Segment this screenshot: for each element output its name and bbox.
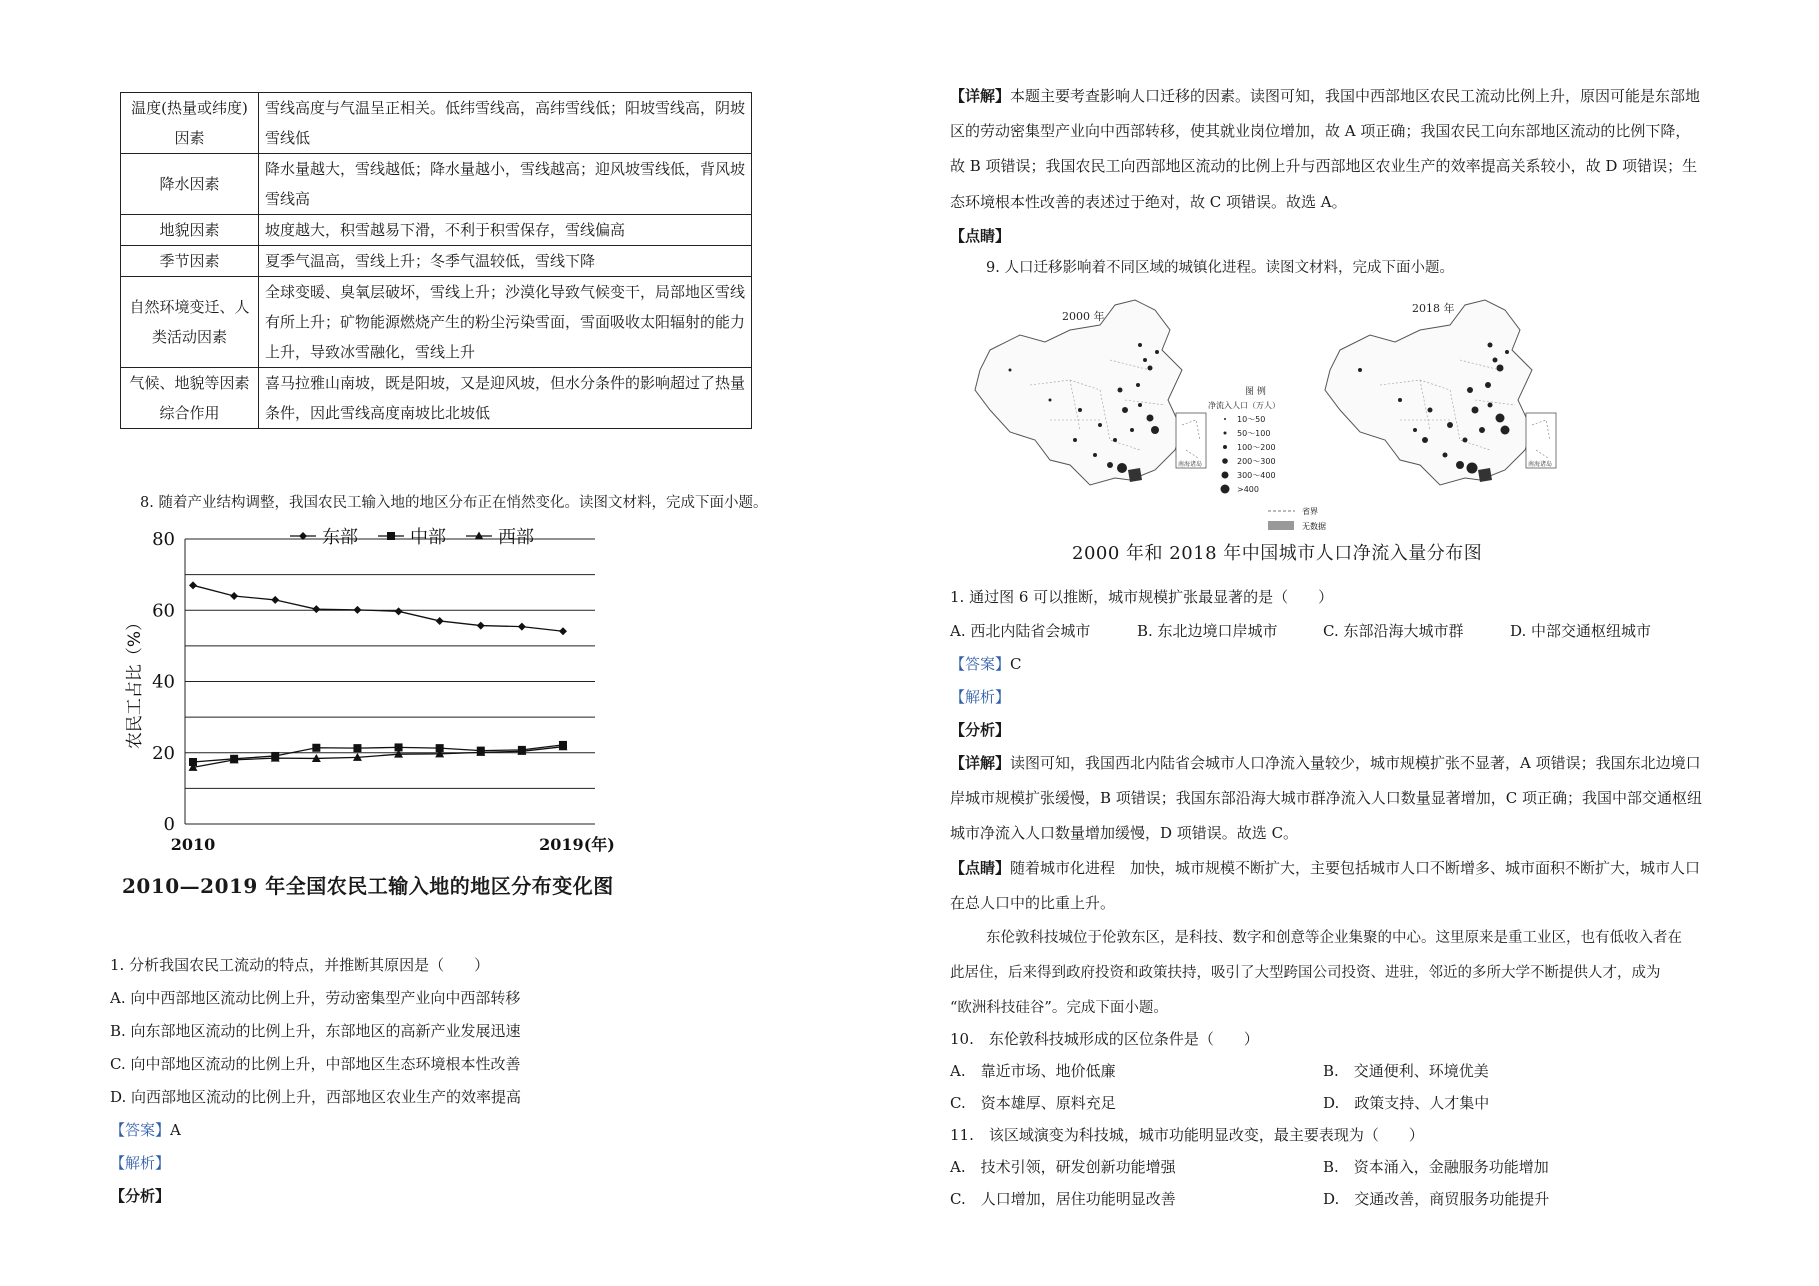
q11-option-d: D. 交通改善，商贸服务功能提升 bbox=[1323, 1190, 1550, 1208]
y-tick-label: 0 bbox=[163, 814, 175, 835]
q1b-option-b: B. 东北边境口岸城市 bbox=[1137, 622, 1278, 640]
q1b-option-a: A. 西北内陆省会城市 bbox=[950, 622, 1091, 640]
q1-option-a: A. 向中西部地区流动比例上升，劳动密集型产业向中西部转移 bbox=[110, 989, 521, 1007]
xiangjie-text: 本题主要考查影响人口迁移的因素。读图可知，我国中西部地区农民工流动比例上升，原因可能是东部地 bbox=[1010, 87, 1701, 105]
xiangjie-line-4: 态环境根本性改善的表述过于绝对，故 C 项错误。故选 A。 bbox=[950, 193, 1347, 211]
description-cell: 全球变暖、臭氧层破坏，雪线上升；沙漠化导致气候变干，局部地区雪线有所上升；矿物能源燃烧产生的粉尘污染雪面，雪面吸收太阳辐射的能力上升，导致冰雪融化，雪线上升 bbox=[259, 277, 752, 368]
map-2000 bbox=[975, 300, 1206, 485]
london-line-3: “欧洲科技硅谷”。完成下面小题。 bbox=[950, 1000, 1168, 1016]
factor-cell: 自然环境变迁、人类活动因素 bbox=[121, 277, 259, 368]
series-line-0 bbox=[193, 585, 563, 631]
q1-option-b: B. 向东部地区流动的比例上升，东部地区的高新产业发展迅速 bbox=[110, 1022, 521, 1040]
legend-label: 西部 bbox=[498, 527, 534, 548]
legend-nodata-swatch bbox=[1268, 521, 1294, 530]
jiexi-label: 【解析】 bbox=[110, 1154, 171, 1172]
xiangjie2-line-1 bbox=[950, 753, 1701, 773]
snowline-factors-table bbox=[120, 92, 752, 429]
q1b-option-d: D. 中部交通枢纽城市 bbox=[1510, 622, 1652, 640]
factor-cell: 气候、地貌等因素综合作用 bbox=[121, 368, 259, 429]
xiangjie2-line-2: 岸城市规模扩张缓慢，B 项错误；我国东部沿海大城市群净流入人口数量显著增加，C 项正确；我国中部交通枢纽 bbox=[950, 789, 1703, 807]
q11-option-a: A. 技术引领，研发创新功能增强 bbox=[950, 1158, 1176, 1176]
dianjing-label: 【点睛】 bbox=[950, 227, 1011, 245]
description-cell: 降水量越大，雪线越低；降水量越小，雪线越高；迎风坡雪线低，背风坡雪线高 bbox=[259, 154, 752, 215]
chart-caption: 2010—2019 年全国农民工输入地的地区分布变化图 bbox=[122, 874, 614, 898]
legend-symbol bbox=[1223, 445, 1227, 449]
q9-intro: 9. 人口迁移影响着不同区域的城镇化进程。读图文材料，完成下面小题。 bbox=[986, 260, 1454, 276]
answer-value: A bbox=[170, 1121, 181, 1139]
q1-answer bbox=[110, 1120, 181, 1140]
map-2018 bbox=[1325, 300, 1556, 485]
london-line-1: 东伦敦科技城位于伦敦东区，是科技、数字和创意等企业集聚的中心。这里原来是重工业区，也有低收入者在 bbox=[986, 930, 1682, 946]
data-point bbox=[559, 627, 567, 635]
data-point bbox=[518, 623, 526, 631]
x-tick-label: 2010 bbox=[170, 835, 216, 854]
q1-stem: 1. 分析我国农民工流动的特点，并推断其原因是（ ） bbox=[110, 956, 490, 974]
data-point bbox=[189, 581, 197, 589]
jiexi-label: 【解析】 bbox=[950, 688, 1011, 706]
y-tick-label: 40 bbox=[152, 671, 175, 693]
q10-option-a: A. 靠近市场、地价低廉 bbox=[950, 1062, 1116, 1080]
xiangjie-line-3: 故 B 项错误；我国农民工向西部地区流动的比例上升与西部地区农业生产的效率提高关系较小，故 D 项错误；生 bbox=[950, 157, 1698, 175]
q10-option-d: D. 政策支持、人才集中 bbox=[1323, 1094, 1490, 1112]
xiangjie-line-2: 区的劳动密集型产业向中西部转移，使其就业岗位增加，故 A 项正确；我国农民工向东部地区流动的比例下降， bbox=[950, 122, 1691, 140]
data-point bbox=[230, 592, 238, 600]
q10-stem: 10. 东伦敦科技城形成的区位条件是（ ） bbox=[950, 1030, 1259, 1048]
legend-label: 东部 bbox=[322, 527, 358, 548]
answer-label: 【答案】 bbox=[950, 655, 1011, 673]
left-page bbox=[0, 0, 900, 1286]
table-row bbox=[121, 215, 752, 246]
legend-item-label: 10～50 bbox=[1237, 415, 1266, 424]
data-point bbox=[312, 744, 320, 752]
legend-item-label: 100～200 bbox=[1237, 443, 1276, 452]
y-tick-label: 60 bbox=[152, 600, 175, 622]
legend-symbol bbox=[1222, 458, 1228, 464]
fenxi-label: 【分析】 bbox=[950, 721, 1011, 739]
legend-item-label: 50～100 bbox=[1237, 429, 1271, 438]
table-row bbox=[121, 277, 752, 368]
legend-item-label: >400 bbox=[1237, 485, 1259, 494]
table-row bbox=[121, 93, 752, 154]
table-row bbox=[121, 154, 752, 215]
q1-option-d: D. 向西部地区流动的比例上升，西部地区农业生产的效率提高 bbox=[110, 1088, 522, 1106]
description-cell: 喜马拉雅山南坡，既是阳坡，又是迎风坡，但水分条件的影响超过了热量条件，因此雪线高度南坡比北坡低 bbox=[259, 368, 752, 429]
data-point bbox=[436, 617, 444, 625]
data-point bbox=[312, 605, 320, 613]
factor-cell: 季节因素 bbox=[121, 246, 259, 277]
factor-cell: 温度(热量或纬度)因素 bbox=[121, 93, 259, 154]
map-year-2000: 2000 年 bbox=[1062, 310, 1105, 323]
data-point bbox=[395, 607, 403, 615]
inset-label-2018: 南海诸岛 bbox=[1527, 461, 1553, 468]
factor-cell: 降水因素 bbox=[121, 154, 259, 215]
answer-label: 【答案】 bbox=[110, 1121, 171, 1139]
legend-symbol bbox=[1222, 472, 1229, 479]
legend-label: 中部 bbox=[410, 527, 446, 548]
fenxi-label: 【分析】 bbox=[110, 1187, 171, 1205]
dianjing2-label: 【点睛】 bbox=[950, 859, 1011, 877]
legend-subtitle: 净流入人口（万人） bbox=[1208, 401, 1280, 410]
migrant-worker-line-chart bbox=[110, 522, 630, 852]
xiangjie-line-1 bbox=[950, 86, 1700, 106]
y-axis-label: 农民工占比（%） bbox=[125, 613, 145, 750]
legend-title: 图 例 bbox=[1245, 387, 1266, 397]
data-point bbox=[353, 744, 361, 752]
q10-option-b: B. 交通便利、环境优美 bbox=[1323, 1062, 1489, 1080]
xiangjie2-label: 【详解】 bbox=[950, 754, 1011, 772]
inset-label-2000: 南海诸岛 bbox=[1177, 461, 1203, 468]
q11-option-b: B. 资本涌入，金融服务功能增加 bbox=[1323, 1158, 1549, 1176]
answer-value: C bbox=[1010, 655, 1022, 673]
dianjing2-text: 随着城市化进程 加快，城市规模不断扩大，主要包括城市人口不断增多、城市面积不断扩大，城市人口 bbox=[1010, 859, 1701, 877]
q1-option-c: C. 向中部地区流动的比例上升，中部地区生态环境根本性改善 bbox=[110, 1055, 521, 1073]
q1b-option-c: C. 东部沿海大城市群 bbox=[1323, 622, 1464, 640]
data-point bbox=[271, 596, 279, 604]
xiangjie-label: 【详解】 bbox=[950, 87, 1011, 105]
legend-marker bbox=[387, 532, 395, 540]
q8-intro: 8. 随着产业结构调整，我国农民工输入地的地区分布正在悄然变化。读图文材料，完成下面小题。 bbox=[140, 495, 768, 511]
legend-nodata-label: 无数据 bbox=[1302, 522, 1326, 531]
q11-option-c: C. 人口增加，居住功能明显改善 bbox=[950, 1190, 1176, 1208]
description-cell: 夏季气温高，雪线上升；冬季气温较低，雪线下降 bbox=[259, 246, 752, 277]
y-tick-label: 20 bbox=[152, 742, 175, 764]
dianjing2-line-1 bbox=[950, 858, 1700, 878]
description-cell: 坡度越大，积雪越易下滑，不利于积雪保存，雪线偏高 bbox=[259, 215, 752, 246]
legend-border-label: 省界 bbox=[1302, 507, 1318, 516]
legend-symbol bbox=[1224, 432, 1227, 435]
table-row bbox=[121, 368, 752, 429]
legend-item-label: 200～300 bbox=[1237, 457, 1276, 466]
legend-symbol bbox=[1221, 485, 1230, 494]
description-cell: 雪线高度与气温呈正相关。低纬雪线高，高纬雪线低；阳坡雪线高，阴坡雪线低 bbox=[259, 93, 752, 154]
factor-cell: 地貌因素 bbox=[121, 215, 259, 246]
q1b-answer bbox=[950, 654, 1022, 674]
y-tick-label: 80 bbox=[152, 529, 175, 550]
legend-item-label: 300～400 bbox=[1237, 471, 1276, 480]
data-point bbox=[477, 622, 485, 630]
q1b-stem: 1. 通过图 6 可以推断，城市规模扩张最显著的是（ ） bbox=[950, 588, 1334, 606]
xiangjie2-line-3: 城市净流入人口数量增加缓慢，D 项错误。故选 C。 bbox=[950, 824, 1299, 842]
legend-symbol bbox=[1224, 418, 1226, 420]
dianjing2-line-2: 在总人口中的比重上升。 bbox=[950, 894, 1116, 912]
table-row bbox=[121, 246, 752, 277]
xiangjie2-text: 读图可知，我国西北内陆省会城市人口净流入量较少，城市规模扩张不显著，A 项错误；我国东北边境口 bbox=[1010, 754, 1701, 772]
x-tick-label: 2019(年) bbox=[539, 835, 615, 854]
data-point bbox=[353, 606, 361, 614]
map-caption: 2000 年和 2018 年中国城市人口净流入量分布图 bbox=[1072, 543, 1483, 564]
q11-stem: 11. 该区域演变为科技城，城市功能明显改变，最主要表现为（ ） bbox=[950, 1126, 1424, 1144]
map-year-2018: 2018 年 bbox=[1412, 302, 1455, 315]
q10-option-c: C. 资本雄厚、原料充足 bbox=[950, 1094, 1116, 1112]
london-line-2: 此居住，后来得到政府投资和政策扶持，吸引了大型跨国公司投资、进驻，邻近的多所大学不断提供人才，成为 bbox=[950, 965, 1661, 981]
map-legend bbox=[1208, 385, 1326, 531]
china-city-migration-maps bbox=[950, 290, 1610, 531]
right-page bbox=[950, 0, 1770, 1286]
